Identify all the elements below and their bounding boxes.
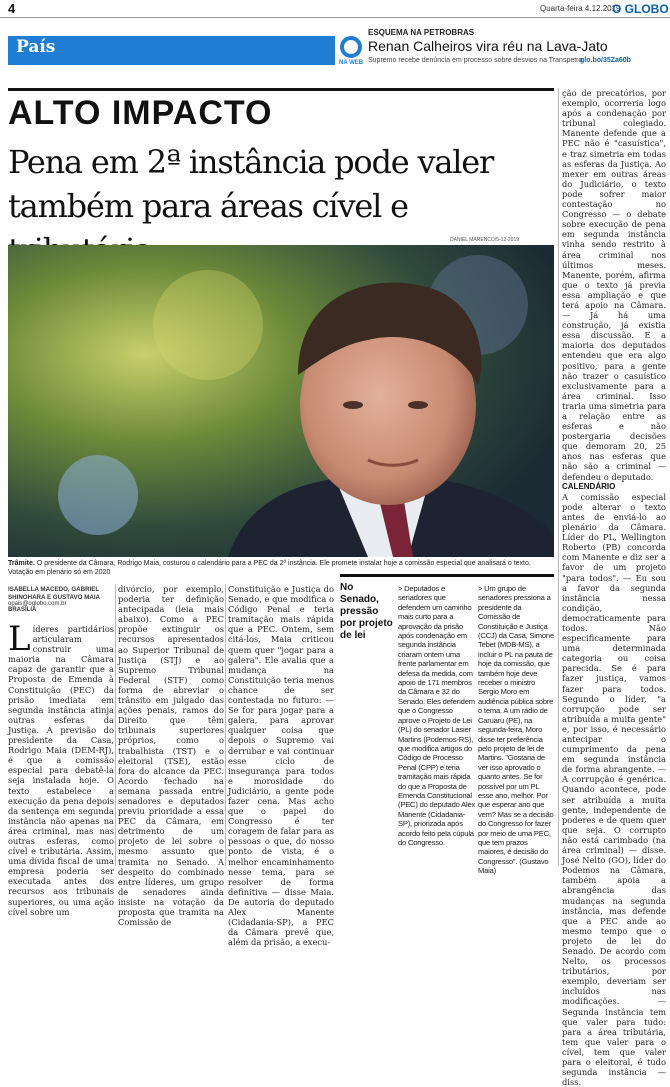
dateline: BRASÍLIA <box>8 607 37 613</box>
body-column-3: Constituição e Justiça do Senado, e que modifica o Código Penal e teria tramitação mais rápida que a PEC. Ontem, sem citá-los, Maia criticou quem quer "jogar para a galera". Ele avalia que a mudança na Constituição teria menos chance de ser contestada no futuro: — Se for para jogar para a galera, para aprovar qualquer coisa que depois o Supremo vai derrubar e vai continuar esse ciclo de insegurança para todos e morosidade do Judiciário, a gente pode fazer cena. Mas acho que o papel do Congresso é ter coragem de falar para as pessoas o que, do nosso ponto de vista, é o melhor encaminhamento nesse tema, para se resolver de forma definitiva — disse Maia. De autoria do deputado Alex Manente (Cidadania-SP), a PEC da Câmara prevê que, além da prisão, a execu- <box>228 584 334 948</box>
sidebar-column-2: > Um grupo de senadores pressiona a presidente da Comissão de Constituição e Justiça (CCJ) da Casa, Simone Tebet (MDB-MS), a incluir o PL na pauta de hoje da comissão, que também hoje deve receber o ministro Sergio Moro em audiência pública sobre o tema. A um rádio de Caruaru (PE), na segunda-feira, Moro disse ter preferência pelo projeto de lei de Martins. "Gostaria de ver isso aprovado o quanto antes. Se for possível por um PL esse ano, melhor. Por que esperar ano que vem? Mas se a decisão do Congresso for fazer por meio de uma PEC, que tem prazos maiores, é decisão do Congresso". (Gustavo Maia) <box>478 584 554 876</box>
promo-subtitle: Supremo recebe denúncia em processo sobre desvios na Transpetro. <box>368 57 585 64</box>
email-address[interactable]: opais@oglobo.com.br <box>8 601 67 607</box>
section-bar <box>8 36 335 65</box>
promo-kicker: ESQUEMA NA PETROBRAS <box>368 28 475 37</box>
issue-date: Quarta-feira 4.12.2019 <box>540 4 621 13</box>
sidebar-column-1: > Deputados e senadores que defendem um caminho mais curto para a aprovação da prisão após condenação em segunda instância criaram ontem uma frente parlamentar em defesa da medida, com apoio de 171 membros da Câmara e 32 do Senado. Eles defendem que o Congresso aprove o Projeto de Lei (PL) do senador Lasier Martins (Podemos-RS), que modifica artigos do Código de Processo Penal (CPP) e teria tramitação mais rápida do que a Proposta de Emenda Constitucional (PEC) do deputado Alex Manente (Cidadania-SP), priorizada após acordo feito pela cúpula do Congresso. <box>398 584 476 847</box>
caption-lead: Trâmite. <box>8 560 35 567</box>
article-headline: Pena em 2ª instância pode valer também para áreas cível e <box>8 143 494 225</box>
calendar-subhead: CALENDÁRIO <box>562 481 616 491</box>
column-divider <box>558 88 559 866</box>
body-text-right-1: ção de precatórios, por exemplo, ocorreria logo após a condenação por tribunal colegiado. Manente defende que a PEC não é "casuística", e traz simetria em todas as esferas da Justiça. Ao mexer em outras áreas do Judiciário, o texto pode sofrer maior contestação no Congresso — o debate sobre execução de pena em segunda instância vinha sendo restrito à área criminal nos últimos meses. Manente, porém, afirma que o texto já previa essa ampliação e que terá apoio na Câmara. — Já há uma construção, já existia essa discussão. E a maioria dos deputados entendeu que era algo positivo, para a gente não trazer o casuístico exclusivamente para a área criminal. Isso traria uma simetria para a relação entre as esferas e não postergaria decisões que demoram 20, 25 anos nas esferas que não são a criminal — defendeu o deputado. <box>562 88 666 482</box>
web-circle-icon <box>340 36 362 58</box>
caption-text: O presidente da Câmara, Rodrigo Maia, costurou o calendário para a PEC da 2ª instância. Ele promete instalar hoje a comissão especial que analisará o texto. Votação em plenário só em 2020 <box>8 560 531 576</box>
promo-title[interactable]: Renan Calheiros vira réu na Lava-Jato <box>368 38 608 54</box>
newspaper-logo: O GLOBO <box>612 2 669 16</box>
column-divider <box>225 584 226 866</box>
portrait-illustration <box>8 245 554 557</box>
section-label: País <box>16 37 56 57</box>
body-column-2: divórcio, por exemplo, poderia ter definição antecipada (leia mais abaixo). Como a PEC propõe extinguir os recursos apresentados ao Superior Tribunal de Justiça (STJ) e ao Supremo Tribunal Federal (STF) como forma de abreviar o trânsito em julgado das ações penais, ramos do Direito que têm tribunais superiores próprios, como o trabalhista (TST) e o eleitoral (TSE), estão fora do alcance da PEC. Acordo fechado na semana passada entre senadores e deputados previu prioridade a essa PEC da Câmara, em detrimento de um projeto de lei sobre o mesmo assunto que tramita no Senado. A despeito do combinado entre líderes, um grupo de senadores ainda insiste na votação da proposta que tramita na Comissão de <box>118 584 224 928</box>
promo-link[interactable]: glo.bo/35Za60b <box>580 57 631 64</box>
headline-rule <box>8 88 554 91</box>
sidebar-title: No Senado, pressão por projeto de lei <box>340 582 393 641</box>
byline-email[interactable] <box>8 601 66 613</box>
photo-credit: DANIEL MARENCO/5-12-2019 <box>450 237 520 243</box>
column-divider <box>115 584 116 866</box>
article-kicker: ALTO IMPACTO <box>8 94 273 132</box>
drop-cap: L <box>8 619 31 659</box>
body-text-1: íderes partidários articularam construir uma maioria na Câmara capaz de garantir que a Proposta de Emenda à Constituição (PEC) da prisão imediata em segunda instância atinja outras esferas da Justiça. A previsão do presidente da Casa, Rodrigo Maia (DEM-RJ), é que a comissão especial para debatê-la seja instalada hoje. O texto estabelece a execução da pena depois da sentença em segunda instância não apenas na área criminal, mas nas outras esferas, como cível e tributária. Assim, uma dívida fiscal de uma empresa poderia ser executada antes dos recursos aos tribunais superiores, ou uma ação cível sobre um <box>8 624 114 917</box>
article-photo <box>8 245 554 557</box>
body-column-right <box>562 88 666 1087</box>
body-text-right-2: A comissão especial pode alterar o texto antes de enviá-lo ao plenário da Câmara. Líder do PL, Wellington Roberto (PB) concorda com Manente e diz ser a favor de um projeto "para todos". — Eu sou a favor da segunda instância nessa condição, democraticamente para todos. Não especificamente para uma determinada categoria ou coisa parecida. Se é para fazer justiça, vamos fazer para todos. Segundo o líder, "a corrupção pode ser atribuída a muita gente" e, por isso, é necessário antecipar o cumprimento da pena em segunda instância de forma abrangente. — A corrupção é genérica. Quando acontece, pode ser atribuída a muita gente, independente de poderes e de quem quer que seja. O corrupto não está carimbado (na área criminal) — disse. José Nelto (GO), líder do Podemos na Câmara, também apoia a abrangência das mudanças na segunda instância, mas defende que a PEC ande ao mesmo tempo que o projeto de lei do Senado. De acordo com Nelto, os processos tributários, por exemplo, deveriam ser incluídos nas modificações. — Segunda instância tem que valer para tudo: para a área tributária, tem que valer para o cível, tem que valer para o eleitoral, é tudo segunda instância — diss. <box>562 491 666 1087</box>
web-label: NA WEB <box>339 60 364 66</box>
byline: ISABELLA MACEDO, GABRIEL SHINOHARA E GUSTAVO MAIA <box>8 586 101 601</box>
body-column-1 <box>8 619 114 917</box>
page-number: 4 <box>8 1 16 16</box>
